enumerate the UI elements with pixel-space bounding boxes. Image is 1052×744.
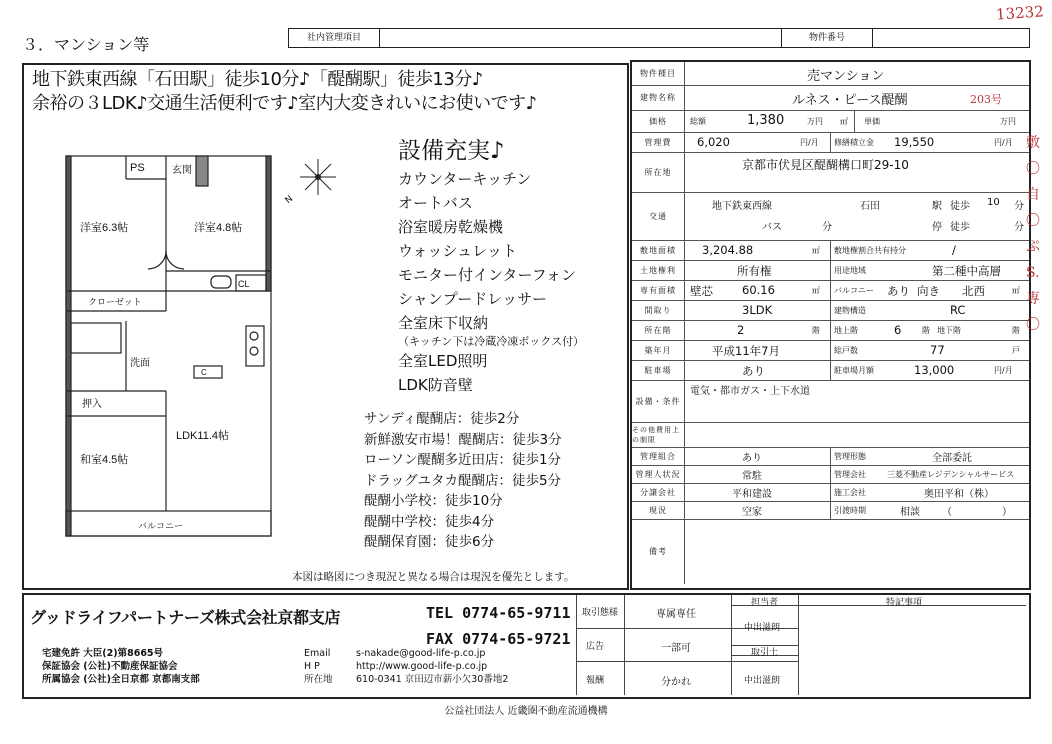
nearby-item: ローソン醍醐多近田店：徒歩1分 <box>364 452 562 468</box>
bus-label: バス <box>762 222 782 233</box>
equipment-note: （キッチン下は冷蔵冷凍ボックス付） <box>398 335 585 348</box>
spec-table <box>630 60 1031 590</box>
row-name <box>632 85 1029 111</box>
internal-management-bar <box>288 28 1030 48</box>
below-unit: 階 <box>1012 326 1020 335</box>
license: 宅建免許 大臣(2)第8665号 <box>42 648 164 659</box>
below-label: 地下階 <box>937 326 961 335</box>
label-built: 築年月 <box>632 340 685 360</box>
label-land-right: 土地権利 <box>632 260 685 280</box>
equipment-item: 全室LED照明 <box>398 352 488 370</box>
handwritten-room: 203号 <box>970 93 1002 106</box>
footer <box>22 593 1031 699</box>
company-address: 610-0341 京田辺市薪小欠30番地2 <box>356 674 509 685</box>
agent-label: 取引士 <box>751 648 779 658</box>
value-above: 6 <box>894 323 902 337</box>
value-line: 地下鉄東西線 <box>712 201 772 212</box>
row-price <box>632 110 1029 133</box>
min-unit: 分 <box>1014 201 1024 212</box>
organization-footer: 公益社団法人 近畿圏不動産流通機構 <box>444 706 608 717</box>
equipment-item: カウンターキッチン <box>398 170 532 188</box>
equipment-item: シャンプードレッサー <box>398 290 548 308</box>
address-label: 所在地 <box>304 674 333 685</box>
deal-label: 取引態様 <box>582 608 619 618</box>
area-sub: 壁芯 <box>690 284 713 298</box>
value-name: ルネス・ピース醍醐 <box>792 93 908 108</box>
row-traffic <box>632 192 1029 241</box>
fee-value: 分かれ <box>661 677 691 688</box>
label-price: 価格 <box>632 110 685 132</box>
value-built: 平成11年7月 <box>712 344 780 358</box>
value-layout: 3LDK <box>742 303 773 317</box>
row-other <box>632 422 1029 448</box>
price-sub: 総額 <box>690 117 706 126</box>
label-layout: 間取り <box>632 300 685 320</box>
row-type <box>632 62 1029 86</box>
value-address: 京都市伏見区醍醐構口町29-10 <box>742 158 909 172</box>
row-floor <box>632 320 1029 341</box>
value-manager: 常駐 <box>742 471 762 482</box>
label-seller: 分譲会社 <box>632 483 685 501</box>
equipment-item: ウォッシュレット <box>398 242 517 260</box>
value-zoning: 第二種中高層 <box>932 264 1001 278</box>
headline-line-2: 余裕の３LDK♪交通生活便利です♪室内大変きれいにお使いです♪ <box>32 93 537 114</box>
equipment-item: 浴室暖房乾燥機 <box>398 218 504 236</box>
equipment-item: LDK防音壁 <box>398 376 473 394</box>
fp-ps: PS <box>130 162 145 174</box>
special-label: 特記事項 <box>886 598 923 608</box>
balcony-unit: ㎡ <box>1012 286 1020 295</box>
value-share: / <box>952 243 956 257</box>
fp-japanese: 和室4.5帖 <box>80 454 129 466</box>
row-facility <box>632 380 1029 423</box>
email[interactable]: s-nakade@good-life-p.co.jp <box>356 648 486 659</box>
label-type: 物件種目 <box>632 62 685 85</box>
value-area: 60.16 <box>742 283 775 297</box>
nearby-item: ドラッグユタカ醍醐店：徒歩5分 <box>364 472 562 489</box>
label-land: 敷地面積 <box>632 240 685 260</box>
row-land-right <box>632 260 1029 281</box>
headline <box>32 68 537 116</box>
internal-label: 社内管理項目 <box>289 29 380 47</box>
row-layout <box>632 300 1029 321</box>
floor-plan <box>26 151 281 551</box>
fp-fridge: C <box>201 368 207 377</box>
person-2: 中出滋朗 <box>744 676 781 686</box>
label-facility: 設備・条件 <box>632 380 685 422</box>
value-status: 空家 <box>742 507 762 518</box>
equipment-list <box>398 135 584 397</box>
row-parking <box>632 360 1029 381</box>
repair-label: 修繕積立金 <box>834 138 874 147</box>
label-other: その他費用上の制限 <box>632 422 685 447</box>
row-manager <box>632 465 1029 484</box>
row-address <box>632 152 1029 193</box>
value-form: 全部委託 <box>932 453 972 464</box>
guarantee: 保証協会 (公社)不動産保証協会 <box>42 661 178 672</box>
value-mgmt: 6,020 <box>697 135 730 149</box>
fp-entrance: 玄関 <box>172 165 192 176</box>
nearby-item: 新鮮激安市場！醍醐店：徒歩3分 <box>364 431 562 448</box>
floor-unit: 階 <box>812 326 820 335</box>
value-seller: 平和建設 <box>732 489 772 500</box>
equipment-title: 設備充実♪ <box>398 138 505 164</box>
row-seller <box>632 483 1029 502</box>
price-unit: 万円 <box>807 117 823 126</box>
equipment-item: 全室床下収納 <box>398 314 489 332</box>
margin-handwriting: 敷〇自〇ぷS. 専〇 <box>1026 135 1040 333</box>
row-status <box>632 501 1029 520</box>
station-unit: 駅 <box>932 201 942 212</box>
label-mgmt: 管理費 <box>632 132 685 152</box>
property-no-label: 物件番号 <box>781 29 873 47</box>
website-link[interactable]: http://www.good-life-p.co.jp <box>356 661 488 672</box>
units-label: 総戸数 <box>834 346 858 355</box>
fee-label: 報酬 <box>586 676 605 686</box>
equipment-item: モニター付インターフォン <box>398 266 576 284</box>
value-structure: RC <box>950 303 966 317</box>
label-status: 現況 <box>632 501 685 519</box>
structure-label: 建物構造 <box>834 306 866 315</box>
area-unit: ㎡ <box>812 286 820 295</box>
fp-cl: CL <box>238 279 250 289</box>
stop-min: 分 <box>1014 222 1024 233</box>
value-units: 77 <box>930 343 945 357</box>
row-assoc <box>632 447 1029 466</box>
fp-western-1: 洋室6.3帖 <box>80 222 129 234</box>
unit-price-label: 単価 <box>864 117 880 126</box>
value-land-right: 所有権 <box>737 264 772 278</box>
mgmt-unit: 円/月 <box>800 138 819 147</box>
person-label: 担当者 <box>751 598 779 608</box>
handwritten-number: 13232 <box>995 2 1045 24</box>
stop-walk: 徒歩 <box>950 222 970 233</box>
value-balcony: あり <box>887 284 910 298</box>
value-walk: 10 <box>987 197 1000 208</box>
label-name: 建物名称 <box>632 85 685 110</box>
hp-label: H P <box>304 661 320 672</box>
value-type: 売マンション <box>807 69 885 84</box>
value-direction: 北西 <box>962 284 985 298</box>
fax: FAX 0774-65-9721 <box>426 630 571 648</box>
license-info <box>42 647 200 686</box>
land-unit: ㎡ <box>812 246 820 255</box>
disclaimer: 本図は略図につき現況と異なる場合は現況を優先とします。 <box>292 571 575 583</box>
zoning-label: 用途地域 <box>834 266 866 275</box>
company-name: グッドライフパートナーズ株式会社京都支店 <box>30 608 341 627</box>
equipment-item: オートバス <box>398 194 473 212</box>
value-repair: 19,550 <box>894 135 935 149</box>
headline-line-1: 地下鉄東西線「石田駅」徒歩10分♪「醍醐駅」徒歩13分♪ <box>32 69 483 90</box>
member: 所属協会 (公社)全日京都 京都南支部 <box>42 674 200 685</box>
compass-n: N <box>283 194 296 206</box>
nearby-list <box>364 409 562 553</box>
value-land: 3,204.88 <box>702 243 754 257</box>
row-remarks <box>632 519 1029 584</box>
parking-fee-label: 駐車場月額 <box>834 366 874 375</box>
value-parking: あり <box>742 364 765 378</box>
value-assoc: あり <box>742 453 762 464</box>
email-label: Email <box>304 648 331 659</box>
unit-price-unit: 万円 <box>1000 117 1016 126</box>
value-station: 石田 <box>860 201 880 212</box>
above-label: 地上階 <box>834 326 858 335</box>
fp-western-2: 洋室4.8帖 <box>194 222 243 234</box>
row-land <box>632 240 1029 261</box>
deal-value: 専属専任 <box>656 609 696 620</box>
value-facility: 電気・都市ガス・上下水道 <box>690 386 810 397</box>
web-info <box>304 647 508 686</box>
label-parking: 駐車場 <box>632 360 685 380</box>
fp-washroom: 洗面 <box>130 358 150 369</box>
tel: TEL 0774-65-9711 <box>426 604 571 622</box>
value-builder: 奥田平和（株） <box>924 489 994 500</box>
stop-label: 停 <box>932 222 942 233</box>
deal-table <box>576 595 1026 695</box>
value-handover: 相談 <box>900 507 920 518</box>
contact-phones <box>426 600 571 652</box>
value-price: 1,380 <box>747 113 785 128</box>
fp-balcony: バルコニー <box>138 521 184 531</box>
share-label: 敷地権割合共有持分 <box>834 246 906 255</box>
ad-label: 広告 <box>586 642 605 652</box>
row-mgmt <box>632 132 1029 153</box>
company-label: 管理会社 <box>834 470 866 479</box>
label-area: 専有面積 <box>632 280 685 300</box>
balcony-label: バルコニー <box>834 286 874 295</box>
direction-label: 向き <box>917 284 940 298</box>
ad-panel <box>22 63 629 590</box>
compass-icon <box>296 155 340 199</box>
nearby-item: サンディ醍醐店：徒歩2分 <box>364 411 520 427</box>
label-manager: 管理人状況 <box>632 465 685 483</box>
above-unit: 階 <box>922 326 930 335</box>
units-unit: 戸 <box>1012 346 1020 355</box>
walk-label: 徒歩 <box>950 201 970 212</box>
nearby-item: 醍醐小学校：徒歩10分 <box>364 493 503 509</box>
nearby-item: 醍醐保育園：徒歩6分 <box>364 534 495 550</box>
label-floor: 所在階 <box>632 320 685 340</box>
row-built <box>632 340 1029 361</box>
form-label: 管理形態 <box>834 452 866 461</box>
handover-label: 引渡時期 <box>834 506 866 515</box>
fp-storage: 押入 <box>82 399 102 410</box>
label-assoc: 管理組合 <box>632 447 685 465</box>
label-traffic: 交通 <box>632 192 685 240</box>
ad-value: 一部可 <box>661 643 691 654</box>
value-floor: 2 <box>737 323 745 337</box>
repair-unit: 円/月 <box>994 138 1013 147</box>
row-area <box>632 280 1029 301</box>
builder-label: 施工会社 <box>834 488 866 497</box>
person-1: 中出滋朗 <box>744 623 781 633</box>
parking-fee-unit: 円/月 <box>994 366 1013 375</box>
fp-ldk: LDK11.4帖 <box>176 430 229 442</box>
value-company: 三菱不動産レジデンシャルサービス <box>887 470 1015 479</box>
fp-closet: クローゼット <box>88 297 142 307</box>
sqm-unit: ㎡ <box>840 117 848 126</box>
bus-min: 分 <box>822 222 832 233</box>
nearby-item: 醍醐中学校：徒歩4分 <box>364 513 495 530</box>
section-title: ３．マンション等 <box>22 35 150 54</box>
value-parking-fee: 13,000 <box>914 363 955 377</box>
label-remarks: 備考 <box>632 519 685 584</box>
label-address: 所在地 <box>632 152 685 192</box>
handover-paren: （ ） <box>942 507 1012 518</box>
